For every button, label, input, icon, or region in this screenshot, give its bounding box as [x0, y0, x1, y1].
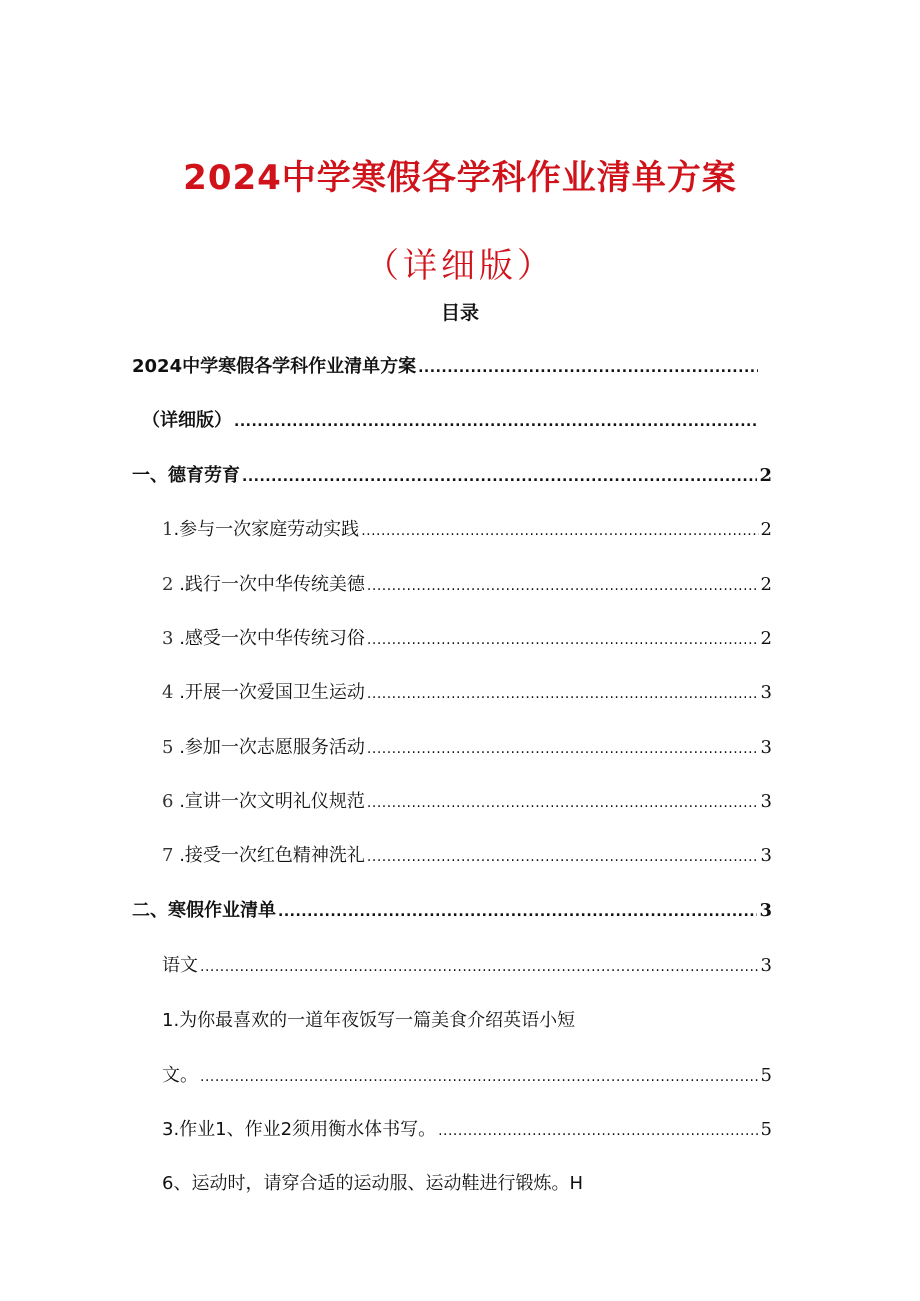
toc-entry-label: .宣讲一次文明礼仪规范: [179, 791, 365, 812]
toc-entry[interactable]: [162, 1117, 772, 1143]
toc-entry-label: 语文: [162, 955, 198, 976]
toc-entry-page: 3: [760, 845, 772, 866]
toc-entry[interactable]: [162, 517, 772, 543]
toc-entry-page: 2: [760, 628, 772, 649]
toc-entry-number: 1: [162, 519, 174, 540]
toc-leader-dots: [200, 954, 759, 980]
toc-leader-dots: [367, 573, 759, 599]
toc-entry-number: 6: [162, 791, 174, 812]
toc-leader-dots: [418, 355, 758, 381]
toc-entry[interactable]: [162, 789, 772, 815]
toc-entry[interactable]: [162, 626, 772, 652]
toc-entry-label: .践行一次中华传统美德: [179, 574, 365, 595]
toc-entry-page: 5: [760, 1119, 772, 1140]
document-subtitle: （详细版）: [365, 246, 555, 286]
toc-entry-page: 3: [760, 955, 772, 976]
toc-entry[interactable]: [162, 572, 772, 598]
toc-entry[interactable]: [162, 843, 772, 869]
toc-entry-label: 二、寒假作业清单: [132, 900, 276, 921]
toc-entry-number: 2: [162, 574, 174, 595]
toc-entry[interactable]: [132, 463, 772, 489]
toc-entry-page: 3: [760, 737, 772, 758]
toc-entry-label: 文。: [162, 1065, 198, 1086]
toc-entry-label: .参与一次家庭劳动实践: [173, 519, 360, 540]
toc-entry-number: 5: [162, 737, 174, 758]
toc-entry-label: .开展一次爱国卫生运动: [179, 682, 365, 703]
toc-heading: 目录: [440, 302, 479, 324]
toc-entry-number: 3: [162, 628, 174, 649]
toc-entry-label: （详细版）: [142, 410, 232, 431]
toc-leader-dots: [200, 1064, 759, 1090]
toc-entry-page: 3: [759, 900, 772, 921]
toc-entry-label: 3.作业1、作业2须用衡水体书写。: [162, 1119, 437, 1140]
toc-entry[interactable]: [132, 898, 772, 924]
toc-entry[interactable]: [162, 953, 772, 979]
toc-leader-dots: [367, 681, 759, 707]
toc-entry-label: .接受一次红色精神洗礼: [179, 845, 365, 866]
toc-leader-dots: [367, 844, 759, 870]
toc-leader-dots: [234, 409, 758, 435]
toc-entry-label: 一、德育劳育: [132, 465, 240, 486]
toc-entry-page: 3: [760, 791, 772, 812]
toc-entry[interactable]: [162, 735, 772, 761]
toc-entry[interactable]: [162, 680, 772, 706]
toc-leader-dots: [367, 627, 759, 653]
toc-entry-page: 5: [760, 1065, 772, 1086]
toc-leader-dots: [278, 899, 757, 925]
toc-entry-label: .感受一次中华传统习俗: [179, 628, 365, 649]
toc-entry-label: .参加一次志愿服务活动: [179, 737, 365, 758]
toc-entry-page: 2: [760, 519, 772, 540]
toc-entry-page: 2: [759, 465, 772, 486]
toc-leader-dots: [438, 1118, 758, 1144]
toc-entry-wrapped-line: 1.为你最喜欢的一道年夜饭写一篇美食介绍英语小短: [162, 1010, 576, 1031]
toc-leader-dots: [367, 790, 759, 816]
toc-entry-page: 2: [760, 574, 772, 595]
toc-leader-dots: [242, 464, 757, 490]
toc-entry-number: 4: [162, 682, 174, 703]
toc-entry-page: 3: [760, 682, 772, 703]
toc-entry-number: 7: [162, 845, 174, 866]
toc-leader-dots: [367, 736, 759, 762]
document-title: 2024中学寒假各学科作业清单方案: [183, 158, 737, 198]
toc-entry-label: 2024中学寒假各学科作业清单方案: [132, 356, 417, 377]
toc-entry[interactable]: [132, 354, 760, 380]
toc-entry[interactable]: [162, 1063, 772, 1089]
toc-leader-dots: [361, 518, 758, 544]
toc-entry-line: 6、运动时，请穿合适的运动服、运动鞋进行锻炼。H: [162, 1173, 583, 1194]
toc-entry[interactable]: [142, 408, 760, 434]
